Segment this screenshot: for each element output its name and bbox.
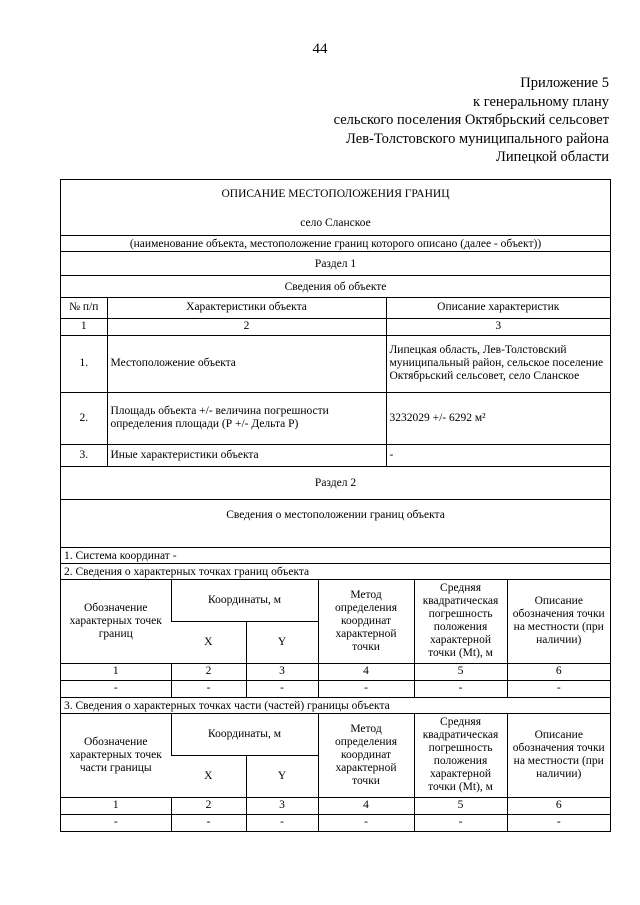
object-info-table [61,298,610,466]
column-number: 3 [246,797,318,814]
column-number: 2 [171,663,246,680]
characteristic-value: Липецкая область, Лев-Толстовский муниципальный район, сельское поселение Октябрьский сельсовет, село Сланское [386,335,610,392]
column-number: 4 [318,797,414,814]
characteristic-value: 3232029 +/- 6292 м² [386,392,610,444]
col-header-x: X [171,755,246,797]
object-caption: (наименование объекта, местоположение границ которого описано (далее - объект)) [61,235,610,251]
column-number: 5 [414,663,507,680]
table-row [61,335,610,392]
empty-cell: - [61,814,171,831]
col-header-x: X [171,621,246,663]
appendix-line: сельского поселения Октябрьский сельсовет [333,112,609,128]
table-row [61,680,610,697]
table-row [61,814,610,831]
col-header-description: Описание обозначения точки на местности (при наличии) [507,580,610,663]
col-header: № п/п [69,301,99,314]
empty-cell: - [507,814,610,831]
form-title-block [61,180,610,235]
col-header-method: Метод определения координат характерной точки [318,714,414,797]
col-header-coords: Координаты, м [171,580,318,621]
section2-heading: Сведения о местоположении границ объекта [61,499,610,529]
parts-title: 3. Сведения о характерных точках части (частей) границы объекта [61,697,610,713]
column-number: 3 [246,663,318,680]
row-number: 3. [61,444,107,466]
appendix-line: к генеральному плану [473,93,609,110]
empty-cell: - [318,814,414,831]
section1-heading: Сведения об объекте [61,275,610,297]
appendix-line: Приложение 5 [520,75,609,91]
section1-table-wrap [61,297,610,466]
col-header-point: Обозначение характерных точек границ [69,601,162,640]
column-number: 6 [507,663,610,680]
section1-label: Раздел 1 [61,251,610,275]
column-number: 2 [171,797,246,814]
column-number: 6 [507,797,610,814]
column-number: 1 [61,663,171,680]
appendix-line: Лев-Толстовского муниципального района [346,130,609,147]
characteristic-name: Площадь объекта +/- величина погрешности определения площади (Р +/- Дельта Р) [107,392,386,444]
appendix-line: Липецкой области [496,149,609,165]
empty-cell: - [414,814,507,831]
col-header-description: Описание обозначения точки на местности (при наличии) [507,714,610,797]
column-number: 1 [61,318,107,335]
characteristic-name: Иные характеристики объекта [107,444,386,466]
empty-cell: - [171,680,246,697]
characteristic-name: Местоположение объекта [107,335,386,392]
col-header-y: Y [246,621,318,663]
object-name: село Сланское [300,217,371,229]
section2-label: Раздел 2 [61,466,610,499]
points-table-wrap [61,579,610,697]
empty-cell: - [507,680,610,697]
column-number-row [61,797,610,814]
col-header-y: Y [246,755,318,797]
col-header: Характеристики объекта [107,298,386,318]
table-header-row [61,298,610,318]
col-header-method: Метод определения координат характерной точки [318,580,414,663]
table-row [61,444,610,466]
table-header-row [61,580,610,621]
row-number: 1. [61,335,107,392]
characteristic-value: - [386,444,610,466]
column-number: 1 [61,797,171,814]
coordinate-system: 1. Система координат - [61,547,610,563]
column-number: 5 [414,797,507,814]
appendix-header [334,74,609,167]
boundary-parts-table [61,714,610,831]
empty-cell: - [246,814,318,831]
empty-cell: - [171,814,246,831]
boundary-points-table [61,580,610,697]
form-title: ОПИСАНИЕ МЕСТОПОЛОЖЕНИЯ ГРАНИЦ [221,188,450,200]
col-header: Описание характеристик [386,298,610,318]
table-row [61,392,610,444]
column-number: 4 [318,663,414,680]
col-header-coords: Координаты, м [171,714,318,755]
empty-cell: - [318,680,414,697]
row-number: 2. [61,392,107,444]
empty-cell: - [414,680,507,697]
column-number-row [61,318,610,335]
empty-cell: - [61,680,171,697]
points-title: 2. Сведения о характерных точках границ объекта [61,563,610,579]
column-number: 2 [107,318,386,335]
col-header-point: Обозначение характерных точек части границы [69,735,162,774]
empty-cell: - [246,680,318,697]
table-header-row [61,714,610,755]
column-number-row [61,663,610,680]
parts-table-wrap [61,713,610,831]
col-header-error: Средняя квадратическая погрешность положения характерной точки (Mt), м [414,714,507,797]
column-number: 3 [386,318,610,335]
boundary-description-form [60,179,611,832]
page-number: 44 [312,41,328,57]
col-header-error: Средняя квадратическая погрешность положения характерной точки (Mt), м [414,580,507,663]
